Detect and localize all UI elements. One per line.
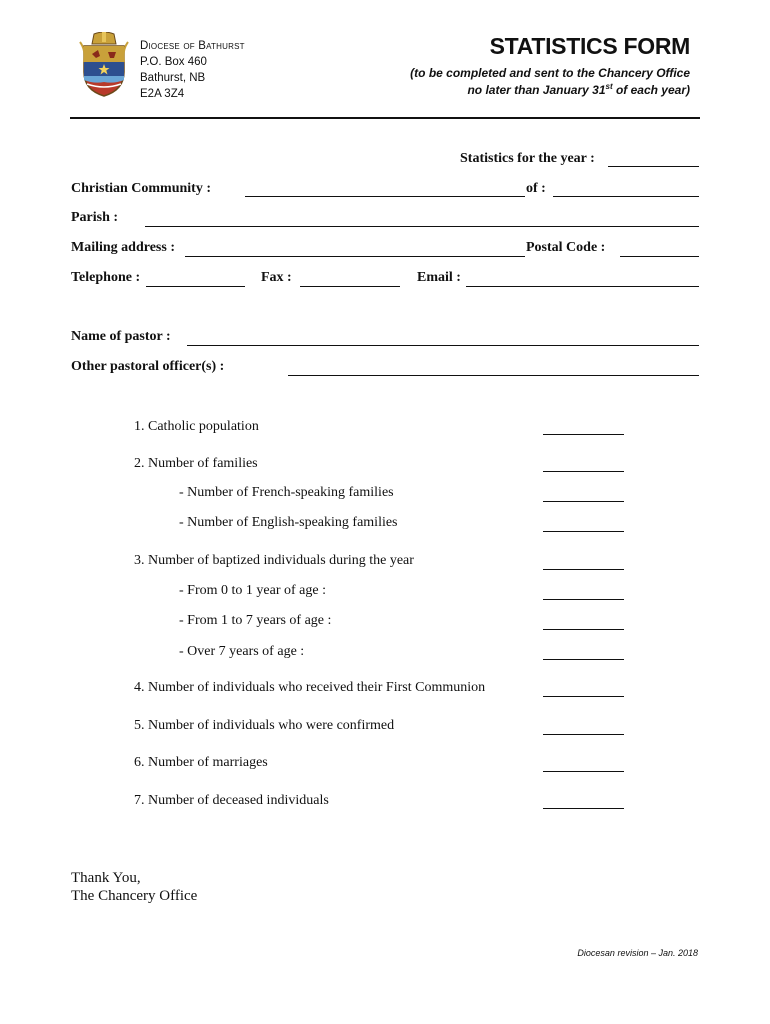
subtitle-line-2-pre: no later than January 31 xyxy=(467,83,606,97)
baptized-1-7-field[interactable] xyxy=(543,629,624,630)
item-catholic-population: 1. Catholic population xyxy=(134,419,259,434)
marriages-field[interactable] xyxy=(543,771,624,772)
item-baptized-0-1: - From 0 to 1 year of age : xyxy=(179,583,326,598)
mailing-address-field[interactable] xyxy=(185,256,525,257)
diocese-crest-logo xyxy=(78,32,130,98)
item-marriages: 6. Number of marriages xyxy=(134,755,268,770)
form-title: STATISTICS FORM xyxy=(489,33,690,59)
other-officers-field[interactable] xyxy=(288,375,699,376)
item-first-communion: 4. Number of individuals who received their First Communion xyxy=(134,680,486,695)
subtitle-line-1: (to be completed and sent to the Chancery Office xyxy=(410,66,690,80)
closing-thanks: Thank You, xyxy=(71,870,141,886)
subtitle-superscript: st xyxy=(605,82,613,91)
pastor-field[interactable] xyxy=(187,345,699,346)
item-baptized-1-7: - From 1 to 7 years of age : xyxy=(179,613,332,628)
mailing-address-label: Mailing address : xyxy=(71,240,175,255)
parish-field[interactable] xyxy=(145,226,699,227)
diocese-name: Diocese of Bathurst xyxy=(140,40,245,52)
city: Bathurst, NB xyxy=(140,72,206,84)
item-families: 2. Number of families xyxy=(134,456,258,471)
closing-office: The Chancery Office xyxy=(71,888,198,904)
baptized-over-7-field[interactable] xyxy=(543,659,624,660)
community-field[interactable] xyxy=(245,196,525,197)
baptized-field[interactable] xyxy=(543,569,624,570)
subtitle-line-2-post: of each year) xyxy=(612,83,690,97)
of-label: of : xyxy=(526,181,546,196)
item-french-families: - Number of French-speaking families xyxy=(179,485,394,500)
french-families-field[interactable] xyxy=(543,501,624,502)
fax-field[interactable] xyxy=(300,286,400,287)
subtitle-line-2 xyxy=(467,82,690,97)
community-label: Christian Community : xyxy=(71,181,212,196)
other-officers-label: Other pastoral officer(s) : xyxy=(71,359,225,374)
telephone-field[interactable] xyxy=(146,286,245,287)
of-field[interactable] xyxy=(553,196,699,197)
postal-code-label: Postal Code : xyxy=(526,240,606,255)
english-families-field[interactable] xyxy=(543,531,624,532)
families-field[interactable] xyxy=(543,471,624,472)
baptized-0-1-field[interactable] xyxy=(543,599,624,600)
item-confirmed: 5. Number of individuals who were confirmed xyxy=(134,718,395,733)
year-field[interactable] xyxy=(608,166,699,167)
year-label: Statistics for the year : xyxy=(460,151,595,166)
first-communion-field[interactable] xyxy=(543,696,624,697)
revision-note: Diocesan revision – Jan. 2018 xyxy=(577,948,698,958)
item-english-families: - Number of English-speaking families xyxy=(179,515,398,530)
postal-code-address: E2A 3Z4 xyxy=(140,88,185,100)
po-box: P.O. Box 460 xyxy=(140,56,207,68)
catholic-population-field[interactable] xyxy=(543,434,624,435)
email-field[interactable] xyxy=(466,286,699,287)
item-baptized-over-7: - Over 7 years of age : xyxy=(179,644,305,659)
email-label: Email : xyxy=(417,270,461,285)
confirmed-field[interactable] xyxy=(543,734,624,735)
header-divider xyxy=(70,117,700,119)
pastor-label: Name of pastor : xyxy=(71,329,171,344)
item-deceased: 7. Number of deceased individuals xyxy=(134,793,329,808)
telephone-label: Telephone : xyxy=(71,270,141,285)
postal-code-field[interactable] xyxy=(620,256,699,257)
fax-label: Fax : xyxy=(261,270,292,285)
item-baptized: 3. Number of baptized individuals during the year xyxy=(134,553,414,568)
parish-label: Parish : xyxy=(71,210,119,225)
deceased-field[interactable] xyxy=(543,808,624,809)
